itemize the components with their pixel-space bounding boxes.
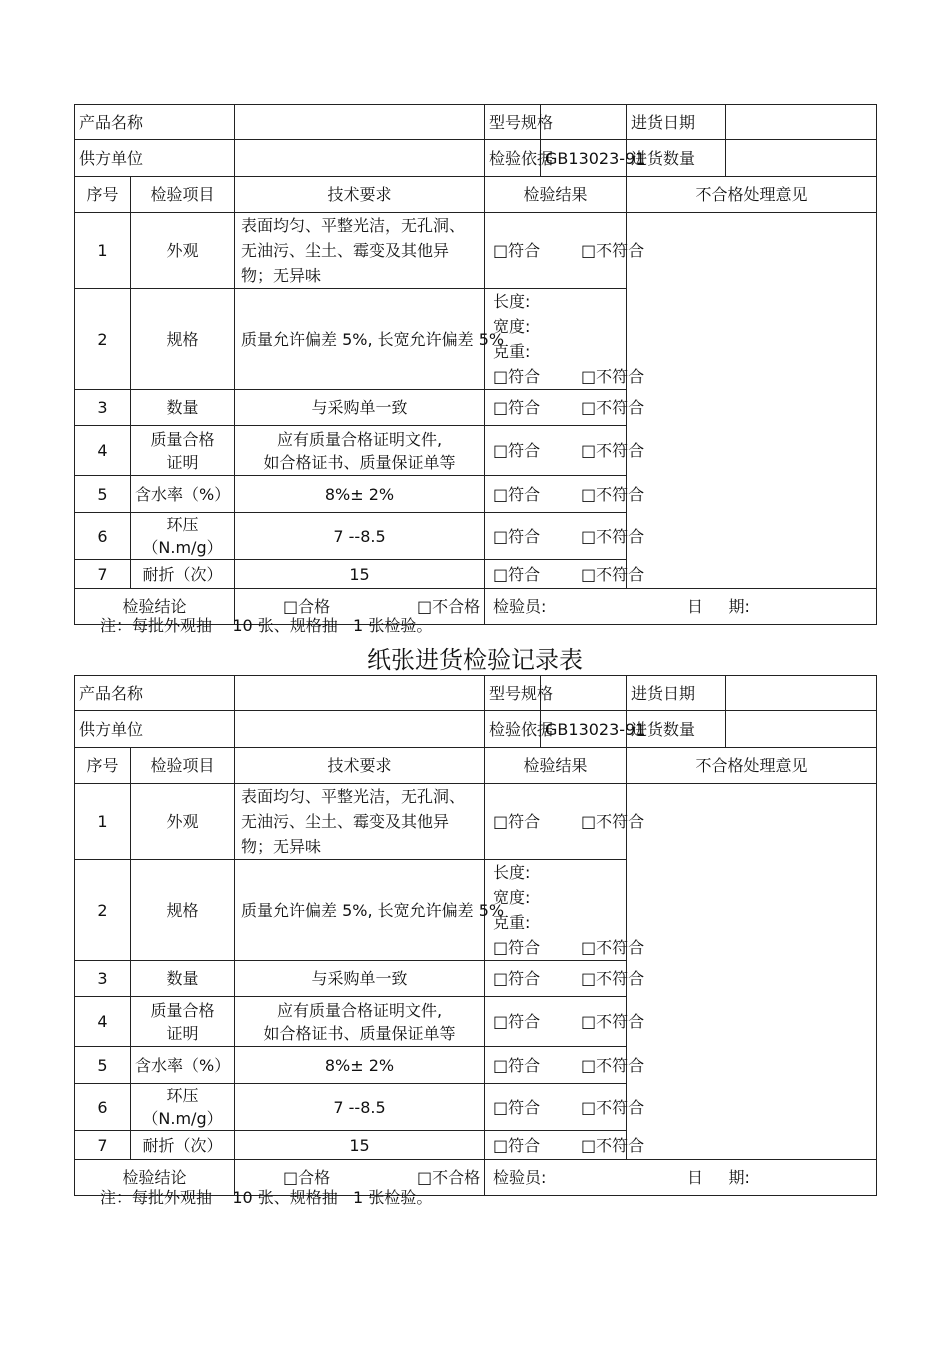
row-requirement: 8%± 2% bbox=[235, 476, 485, 513]
model-field[interactable] bbox=[541, 105, 627, 140]
row-requirement: 7 --8.5 bbox=[235, 513, 485, 560]
item-line: （N.m/g） bbox=[142, 538, 223, 557]
row-requirement: 8%± 2% bbox=[235, 1047, 485, 1084]
row-seq: 5 bbox=[75, 1047, 131, 1084]
spec-result bbox=[485, 289, 645, 390]
basis-value: GB13023-91 bbox=[541, 140, 627, 177]
qty-label: 进货数量 bbox=[627, 140, 726, 177]
row-item: 规格 bbox=[131, 860, 235, 961]
conclusion-label: 检验结论 bbox=[75, 589, 235, 625]
fail-checkbox[interactable]: □不符合 bbox=[581, 441, 645, 460]
col-result-header: 检验结果 bbox=[485, 748, 627, 784]
row-result bbox=[485, 1084, 645, 1131]
date-sign-label: 日 期: bbox=[687, 1168, 750, 1187]
opinion-cell[interactable] bbox=[627, 784, 877, 1160]
row-item: 外观 bbox=[131, 784, 235, 860]
row-result bbox=[485, 997, 645, 1047]
date-sign-label: 日 期: bbox=[687, 597, 750, 616]
row-requirement bbox=[235, 997, 485, 1047]
conclusion-fail-checkbox[interactable]: □不合格 bbox=[417, 597, 481, 616]
row-seq: 7 bbox=[75, 1131, 131, 1160]
row-seq: 6 bbox=[75, 1084, 131, 1131]
row-result bbox=[485, 390, 645, 426]
row-requirement: 15 bbox=[235, 560, 485, 589]
pass-checkbox[interactable]: □符合 bbox=[493, 398, 541, 417]
pass-checkbox[interactable]: □符合 bbox=[493, 564, 541, 584]
fail-checkbox[interactable]: □不符合 bbox=[581, 398, 645, 417]
conclusion-pass-checkbox[interactable]: □合格 bbox=[283, 597, 331, 616]
row-result bbox=[485, 1131, 645, 1160]
date-label: 进货日期 bbox=[627, 676, 726, 711]
note: 注：每批外观抽 10 张、规格抽 1 张检验。 bbox=[100, 1188, 433, 1207]
row-requirement: 7 --8.5 bbox=[235, 1084, 485, 1131]
row-requirement: 15 bbox=[235, 1131, 485, 1160]
qty-field[interactable] bbox=[726, 711, 877, 748]
fail-checkbox[interactable]: □不符合 bbox=[581, 812, 645, 831]
product-name-field[interactable] bbox=[235, 105, 485, 140]
model-field[interactable] bbox=[541, 676, 627, 711]
item-line: 证明 bbox=[166, 452, 199, 472]
item-line: 环压 bbox=[166, 1086, 199, 1105]
inspection-form-1 bbox=[74, 104, 877, 625]
width-field[interactable]: 宽度: bbox=[493, 888, 531, 907]
fail-checkbox[interactable]: □不符合 bbox=[581, 484, 645, 504]
pass-checkbox[interactable]: □符合 bbox=[493, 812, 541, 831]
basis-value: GB13023-91 bbox=[541, 711, 627, 748]
supplier-label: 供方单位 bbox=[75, 140, 235, 177]
req-line: 如合格证书、质量保证单等 bbox=[263, 1023, 456, 1043]
date-field[interactable] bbox=[726, 105, 877, 140]
row-result bbox=[485, 961, 645, 997]
weight-field[interactable]: 克重: bbox=[493, 342, 531, 361]
item-line: 证明 bbox=[166, 1023, 199, 1043]
row-seq: 1 bbox=[75, 784, 131, 860]
model-label: 型号规格 bbox=[485, 676, 541, 711]
conclusion-label: 检验结论 bbox=[75, 1160, 235, 1196]
length-field[interactable]: 长度: bbox=[493, 863, 531, 882]
pass-checkbox[interactable]: □符合 bbox=[493, 1097, 541, 1117]
col-item-header: 检验项目 bbox=[131, 748, 235, 784]
row-result bbox=[485, 513, 645, 560]
row-seq: 4 bbox=[75, 426, 131, 476]
inspection-form-2 bbox=[74, 675, 877, 1196]
col-result-header: 检验结果 bbox=[485, 177, 627, 213]
row-seq: 3 bbox=[75, 961, 131, 997]
row-requirement bbox=[235, 426, 485, 476]
row-item: 含水率（%） bbox=[131, 476, 235, 513]
req-line: 如合格证书、质量保证单等 bbox=[263, 452, 456, 472]
pass-checkbox[interactable]: □符合 bbox=[493, 241, 541, 260]
pass-checkbox[interactable]: □符合 bbox=[493, 938, 541, 957]
fail-checkbox[interactable]: □不符合 bbox=[581, 1055, 645, 1075]
date-field[interactable] bbox=[726, 676, 877, 711]
fail-checkbox[interactable]: □不符合 bbox=[581, 241, 645, 260]
row-result bbox=[485, 426, 645, 476]
col-opinion-header: 不合格处理意见 bbox=[627, 177, 877, 213]
row-item bbox=[131, 997, 235, 1047]
col-seq-header: 序号 bbox=[75, 748, 131, 784]
row-requirement: 质量允许偏差 5%, 长宽允许偏差 5% bbox=[235, 860, 485, 961]
page-title: 纸张进货检验记录表 bbox=[367, 646, 583, 674]
pass-checkbox[interactable]: □符合 bbox=[493, 484, 541, 504]
row-item: 含水率（%） bbox=[131, 1047, 235, 1084]
col-opinion-header: 不合格处理意见 bbox=[627, 748, 877, 784]
width-field[interactable]: 宽度: bbox=[493, 317, 531, 336]
row-result bbox=[485, 560, 645, 589]
model-label: 型号规格 bbox=[485, 105, 541, 140]
supplier-label: 供方单位 bbox=[75, 711, 235, 748]
row-result bbox=[485, 476, 645, 513]
qty-field[interactable] bbox=[726, 140, 877, 177]
item-line: 质量合格 bbox=[150, 1000, 215, 1020]
inspector-cell bbox=[485, 589, 877, 625]
req-line: 应有质量合格证明文件, bbox=[276, 1000, 443, 1020]
fail-checkbox[interactable]: □不符合 bbox=[581, 1012, 645, 1031]
conclusion-pass-checkbox[interactable]: □合格 bbox=[283, 1168, 331, 1187]
pass-checkbox[interactable]: □符合 bbox=[493, 969, 541, 988]
item-line: （N.m/g） bbox=[142, 1109, 223, 1128]
basis-label: 检验依据 bbox=[485, 140, 541, 177]
item-line: 质量合格 bbox=[150, 429, 215, 449]
row-item: 数量 bbox=[131, 390, 235, 426]
col-seq-header: 序号 bbox=[75, 177, 131, 213]
supplier-field[interactable] bbox=[235, 711, 485, 748]
row-item: 规格 bbox=[131, 289, 235, 390]
row-seq: 4 bbox=[75, 997, 131, 1047]
row-item bbox=[131, 513, 235, 560]
weight-field[interactable]: 克重: bbox=[493, 913, 531, 932]
fail-checkbox[interactable]: □不符合 bbox=[581, 1135, 645, 1155]
pass-checkbox[interactable]: □符合 bbox=[493, 1012, 541, 1031]
opinion-cell[interactable] bbox=[627, 213, 877, 589]
row-item bbox=[131, 1084, 235, 1131]
row-result bbox=[485, 1047, 645, 1084]
date-label: 进货日期 bbox=[627, 105, 726, 140]
conclusion-fail-checkbox[interactable]: □不合格 bbox=[417, 1168, 481, 1187]
pass-checkbox[interactable]: □符合 bbox=[493, 526, 541, 546]
fail-checkbox[interactable]: □不符合 bbox=[581, 564, 645, 584]
row-requirement: 表面均匀、平整光洁，无孔洞、无油污、尘土、霉变及其他异物；无异味 bbox=[235, 784, 485, 860]
length-field[interactable]: 长度: bbox=[493, 292, 531, 311]
product-name-field[interactable] bbox=[235, 676, 485, 711]
row-item bbox=[131, 426, 235, 476]
basis-label: 检验依据 bbox=[485, 711, 541, 748]
row-requirement: 与采购单一致 bbox=[235, 390, 485, 426]
fail-checkbox[interactable]: □不符合 bbox=[581, 526, 645, 546]
req-line: 应有质量合格证明文件, bbox=[276, 429, 443, 449]
row-requirement: 质量允许偏差 5%, 长宽允许偏差 5% bbox=[235, 289, 485, 390]
row-seq: 2 bbox=[75, 289, 131, 390]
inspector-label: 检验员: bbox=[493, 597, 547, 616]
inspector-cell bbox=[485, 1160, 877, 1196]
row-seq: 7 bbox=[75, 560, 131, 589]
row-result bbox=[485, 213, 645, 289]
spec-result bbox=[485, 860, 645, 961]
fail-checkbox[interactable]: □不符合 bbox=[581, 1097, 645, 1117]
qty-label: 进货数量 bbox=[627, 711, 726, 748]
supplier-field[interactable] bbox=[235, 140, 485, 177]
inspector-label: 检验员: bbox=[493, 1168, 547, 1187]
row-requirement: 与采购单一致 bbox=[235, 961, 485, 997]
product-name-label: 产品名称 bbox=[75, 105, 235, 140]
fail-checkbox[interactable]: □不符合 bbox=[581, 367, 645, 386]
pass-checkbox[interactable]: □符合 bbox=[493, 441, 541, 460]
row-requirement: 表面均匀、平整光洁，无孔洞、无油污、尘土、霉变及其他异物；无异味 bbox=[235, 213, 485, 289]
fail-checkbox[interactable]: □不符合 bbox=[581, 938, 645, 957]
row-result bbox=[485, 784, 645, 860]
row-seq: 6 bbox=[75, 513, 131, 560]
pass-checkbox[interactable]: □符合 bbox=[493, 367, 541, 386]
col-requirement-header: 技术要求 bbox=[235, 177, 485, 213]
note: 注：每批外观抽 10 张、规格抽 1 张检验。 bbox=[100, 616, 433, 635]
row-item: 数量 bbox=[131, 961, 235, 997]
col-requirement-header: 技术要求 bbox=[235, 748, 485, 784]
row-seq: 2 bbox=[75, 860, 131, 961]
fail-checkbox[interactable]: □不符合 bbox=[581, 969, 645, 988]
product-name-label: 产品名称 bbox=[75, 676, 235, 711]
row-seq: 3 bbox=[75, 390, 131, 426]
pass-checkbox[interactable]: □符合 bbox=[493, 1055, 541, 1075]
row-seq: 1 bbox=[75, 213, 131, 289]
item-line: 环压 bbox=[166, 515, 199, 534]
row-item: 耐折（次） bbox=[131, 1131, 235, 1160]
col-item-header: 检验项目 bbox=[131, 177, 235, 213]
pass-checkbox[interactable]: □符合 bbox=[493, 1135, 541, 1155]
row-item: 耐折（次） bbox=[131, 560, 235, 589]
row-seq: 5 bbox=[75, 476, 131, 513]
row-item: 外观 bbox=[131, 213, 235, 289]
